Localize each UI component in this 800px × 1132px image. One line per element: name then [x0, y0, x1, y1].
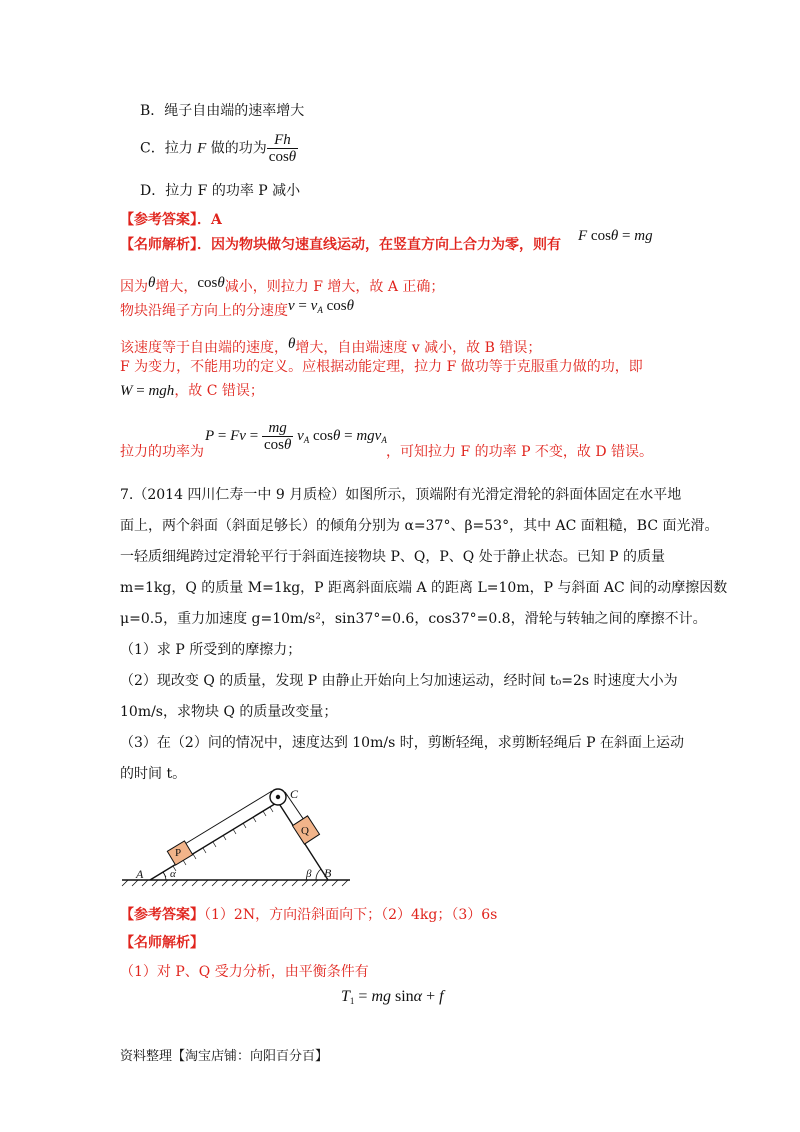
analysis-2-label: 【名师解析】 — [120, 935, 204, 951]
formula-f-cos-mg: F cosθ = mg — [578, 228, 653, 244]
q7-line-5: μ=0.5，重力加速度 g=10m/s²，sin37°=0.6，cos37°=0.8，滑轮与转轴之间的摩擦不计。 — [120, 611, 707, 627]
label-c: C — [290, 787, 299, 801]
q7-line-3: 一轻质细绳跨过定滑轮平行于斜面连接物块 P、Q，P、Q 处于静止状态。已知 P 的质量 — [120, 549, 666, 565]
analysis-line-2: 因为θ增大，cosθ减小，则拉力 F 增大，故 A 正确； — [120, 275, 445, 295]
analysis-label: 【名师解析】．因为物块做匀速直线运动，在竖直方向上合力为零，则有 — [120, 237, 561, 253]
option-c: C．拉力 F 做的功为 $\frac{Fh}{\cos\theta}$ — [140, 132, 297, 165]
q7-line-10: 的时间 t。 — [120, 766, 187, 782]
analysis-line-7a: 拉力的功率为 — [120, 444, 204, 460]
analysis-line-4: 该速度等于自由端的速度，θ增大，自由端速度 v 减小，故 B 错误； — [120, 336, 542, 356]
incline-figure — [118, 780, 358, 890]
answer-2: 【参考答案】（1）2N，方向沿斜面向下；（2）4kg；（3）6s — [120, 907, 498, 923]
analysis-line-3: 物块沿绳子方向上的分速度$v = v_A$ cosθ — [120, 298, 354, 319]
pulley-axle — [276, 795, 280, 799]
option-c-prefix: C．拉力 — [140, 140, 193, 157]
footer: 资料整理【淘宝店铺：向阳百分百】 — [120, 1049, 329, 1064]
q7-line-9: （3）在（2）问的情况中，速度达到 10m/s 时，剪断轻绳，求剪断轻绳后 P 在斜面上运动 — [120, 735, 685, 751]
q7-line-6: （1）求 P 所受到的摩擦力； — [120, 642, 302, 658]
analysis-line-7b: ，可知拉力 F 的功率 P 不变，故 D 错误。 — [386, 444, 654, 460]
label-p: P — [175, 847, 182, 859]
alpha-arc — [163, 872, 166, 880]
option-d: D．拉力 F 的功率 P 减小 — [140, 183, 301, 199]
q7-line-4: m=1kg，Q 的质量 M=1kg，P 距离斜面底端 A 的距离 L=10m，P 与斜面 AC 间的动摩擦因数 — [120, 580, 728, 596]
label-b: B — [324, 866, 332, 880]
label-a: A — [136, 867, 144, 881]
q7-line-1: 7.（2014 四川仁寿一中 9 月质检）如图所示，顶端附有光滑定滑轮的斜面体固定在水平地 — [120, 487, 682, 503]
rope-to-p — [180, 791, 272, 847]
q7-line-2: 面上，两个斜面（斜面足够长）的倾角分别为 α=37°、β=53°，其中 AC 面粗糙，BC 面光滑。 — [120, 518, 719, 534]
label-q: Q — [301, 825, 309, 837]
label-beta: β — [306, 868, 312, 880]
option-b: B．绳子自由端的速率增大 — [140, 103, 305, 119]
q7-line-7: （2）现改变 Q 的质量，发现 P 由静止开始向上匀加速运动，经时间 t₀=2s 时速度大小为 — [120, 673, 678, 689]
q7-line-8: 10m/s，求物块 Q 的质量改变量； — [120, 704, 338, 720]
formula-t1: $T_1$ = mg sinα + f — [341, 988, 444, 1006]
answer-label: 【参考答案】．A — [120, 212, 222, 228]
incline-hatch — [163, 807, 273, 877]
analysis-line-6: W = mgh，故 C 错误； — [120, 383, 264, 399]
fraction-fh-over-cos: $\frac{Fh}{\cos\theta}$ — [268, 132, 297, 165]
solution-line-1: （1）对 P、Q 受力分析，由平衡条件有 — [120, 964, 369, 980]
beta-arc — [316, 869, 321, 880]
analysis-line-1 — [120, 234, 561, 254]
label-alpha: α — [170, 868, 176, 880]
option-c-mid: 做的功为 — [210, 140, 267, 157]
analysis-line-5: F 为变力，不能用功的定义。应根据动能定理，拉力 F 做功等于克服重力做的功，即 — [120, 359, 643, 375]
ground-hatch — [122, 880, 348, 886]
formula-power: P = Fv = $\frac{mg}{\cos\theta}$ $v_A$ cosθ = mgv$_A$ — [205, 420, 387, 453]
